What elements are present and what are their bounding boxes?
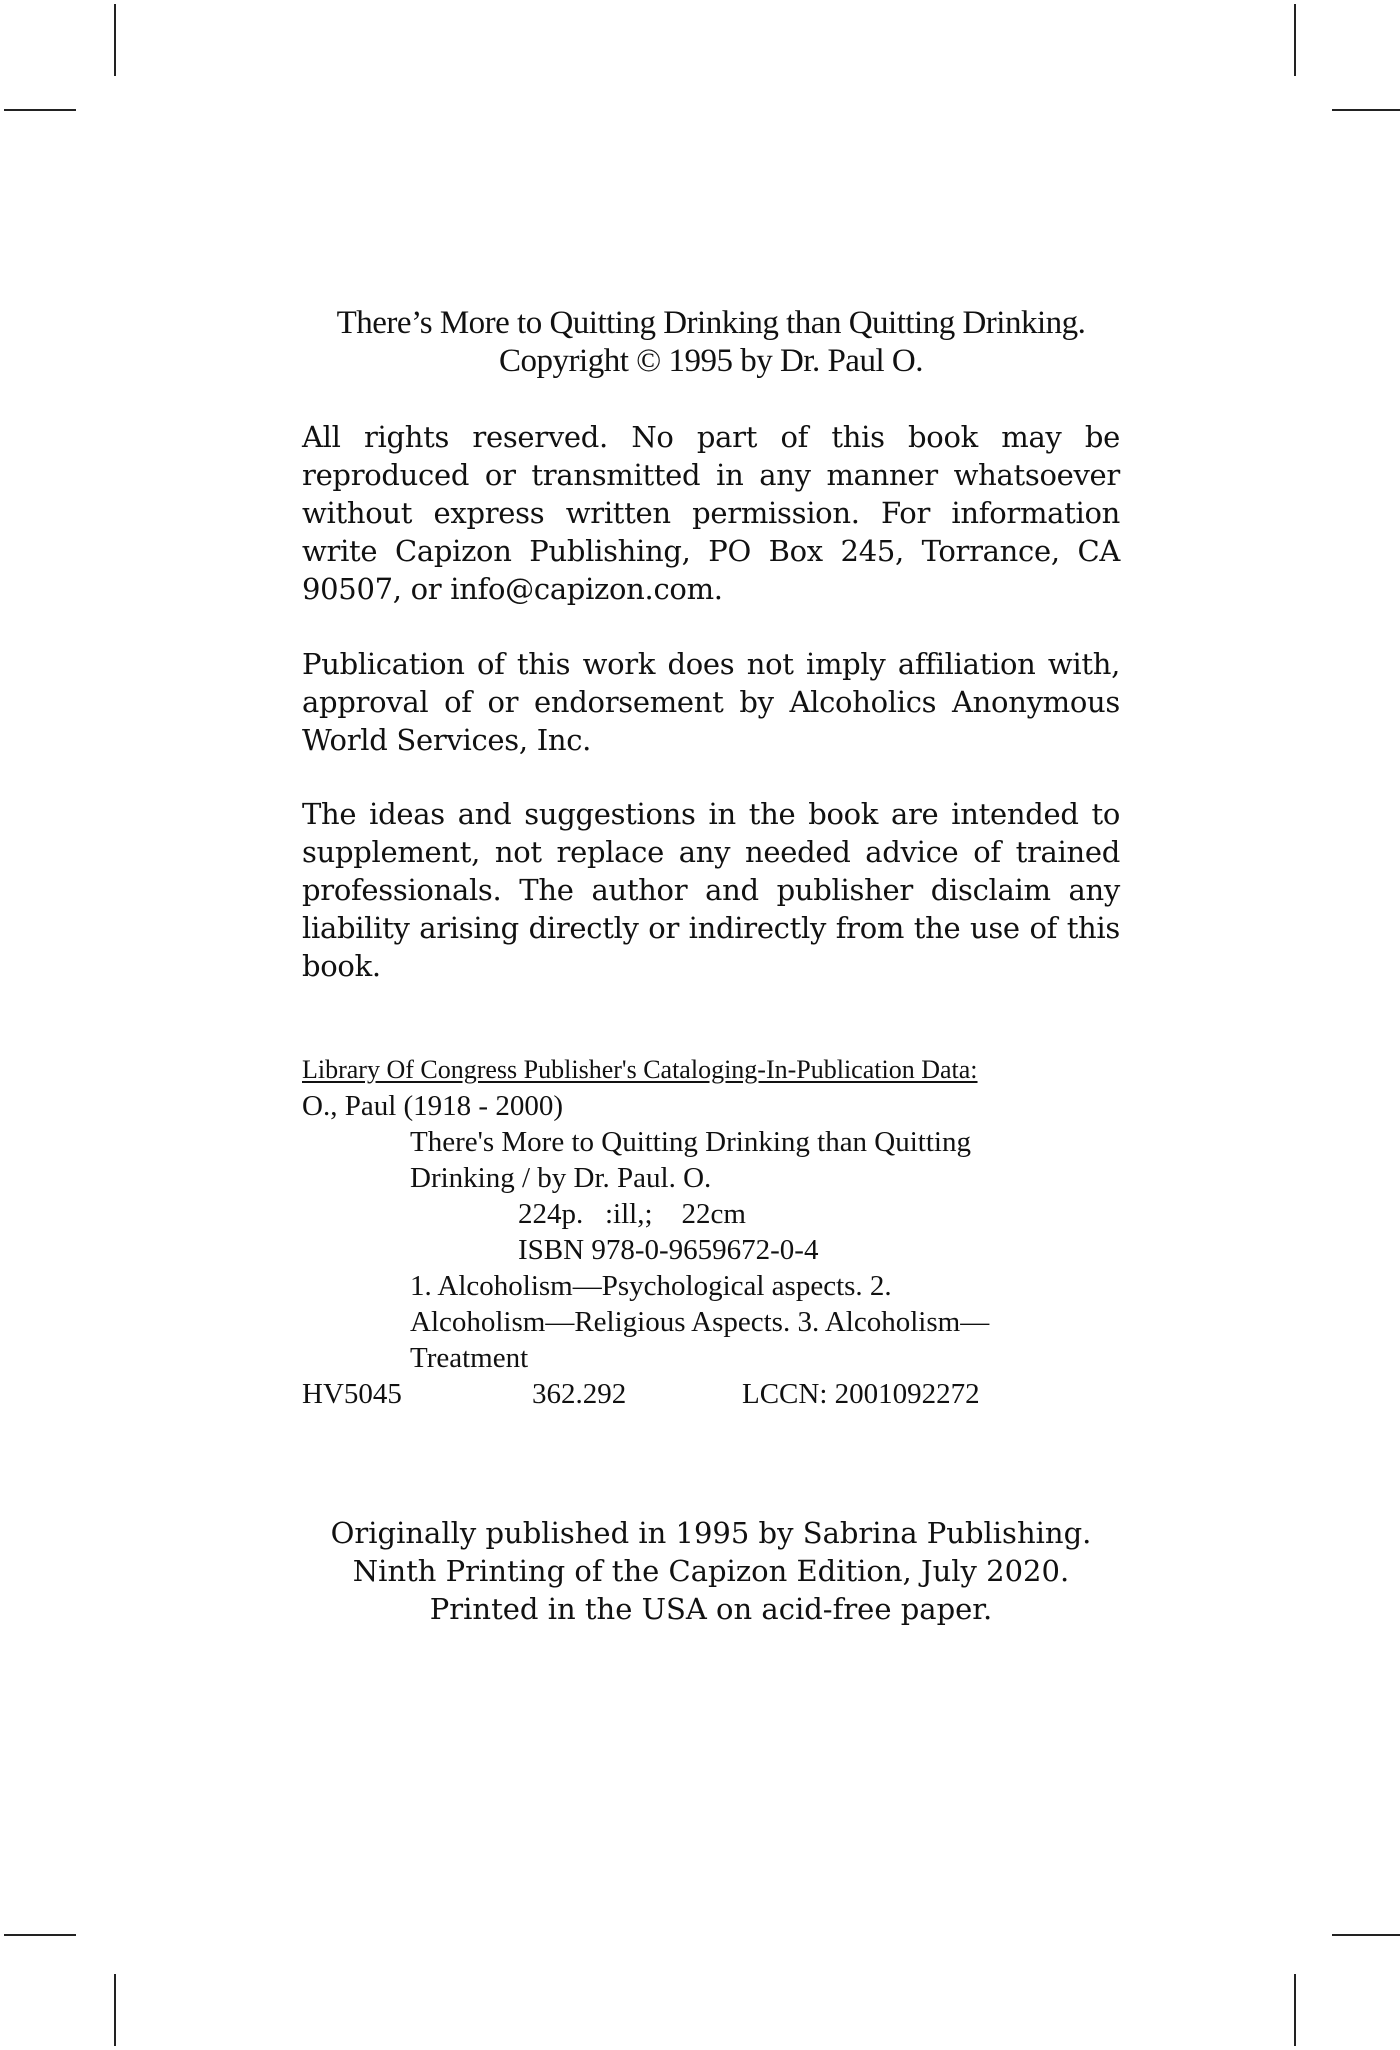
cip-lc-class: HV5045 (302, 1378, 402, 1410)
crop-mark-bottom-left-vertical (114, 1974, 116, 2046)
cip-dewey: 362.292 (532, 1378, 627, 1410)
printing-line-3: Printed in the USA on acid-free paper. (429, 1592, 993, 1626)
cip-subjects-line-1: 1. Alcoholism—Psychological aspects. 2. (410, 1270, 892, 1302)
cataloging-data (302, 1052, 1120, 1412)
rights-paragraph (302, 418, 1120, 608)
printing-line-1: Originally published in 1995 by Sabrina Publishing. (330, 1516, 1092, 1550)
cip-call-numbers (302, 1376, 1120, 1412)
book-title: There’s More to Quitting Drinking than Quitting Drinking. (336, 305, 1086, 341)
printing-line-2: Ninth Printing of the Capizon Edition, July 2020. (352, 1554, 1070, 1588)
printing-history (302, 1514, 1120, 1628)
crop-mark-bottom-left-horizontal (4, 1934, 76, 1936)
cip-subjects-line-3: Treatment (410, 1342, 529, 1374)
affiliation-paragraph (302, 645, 1120, 759)
crop-mark-top-left-vertical (114, 4, 116, 76)
rights-text: All rights reserved. No part of this book may be reproduced or transmitted in any manner whatsoever without express written permission. For information write Capizon Publishing, PO Box 245, Torrance, CA 90507, or info@capizon.com. (302, 420, 1120, 606)
cip-physical-description: 224p. :ill,; 22cm (518, 1198, 746, 1230)
crop-mark-bottom-right-horizontal (1332, 1934, 1400, 1936)
crop-mark-top-right-vertical (1294, 4, 1296, 76)
cip-isbn: ISBN 978-0-9659672-0-4 (518, 1234, 819, 1266)
cip-subjects-line-2: Alcoholism—Religious Aspects. 3. Alcoholism— (410, 1306, 990, 1338)
disclaimer-text: The ideas and suggestions in the book are intended to supplement, not replace any needed advice of trained professionals. The author and publisher disclaim any liability arising directly or indirectly from the use of this book. (302, 797, 1120, 983)
cip-author: O., Paul (1918 - 2000) (302, 1090, 563, 1122)
crop-mark-top-left-horizontal (4, 109, 76, 111)
cip-lccn: LCCN: 2001092272 (742, 1378, 980, 1410)
cip-title-line-1: There's More to Quitting Drinking than Quitting (410, 1126, 971, 1158)
crop-mark-top-right-horizontal (1332, 109, 1400, 111)
affiliation-text: Publication of this work does not imply affiliation with, approval of or endorsement by Alcoholics Anonymous World Services, Inc. (302, 647, 1120, 757)
copyright-line: Copyright © 1995 by Dr. Paul O. (499, 343, 923, 379)
cip-title-line-2: Drinking / by Dr. Paul. O. (410, 1162, 712, 1194)
crop-mark-bottom-right-vertical (1294, 1974, 1296, 2046)
disclaimer-paragraph (302, 795, 1120, 985)
cip-heading: Library Of Congress Publisher's Cataloging-In-Publication Data: (302, 1055, 978, 1084)
